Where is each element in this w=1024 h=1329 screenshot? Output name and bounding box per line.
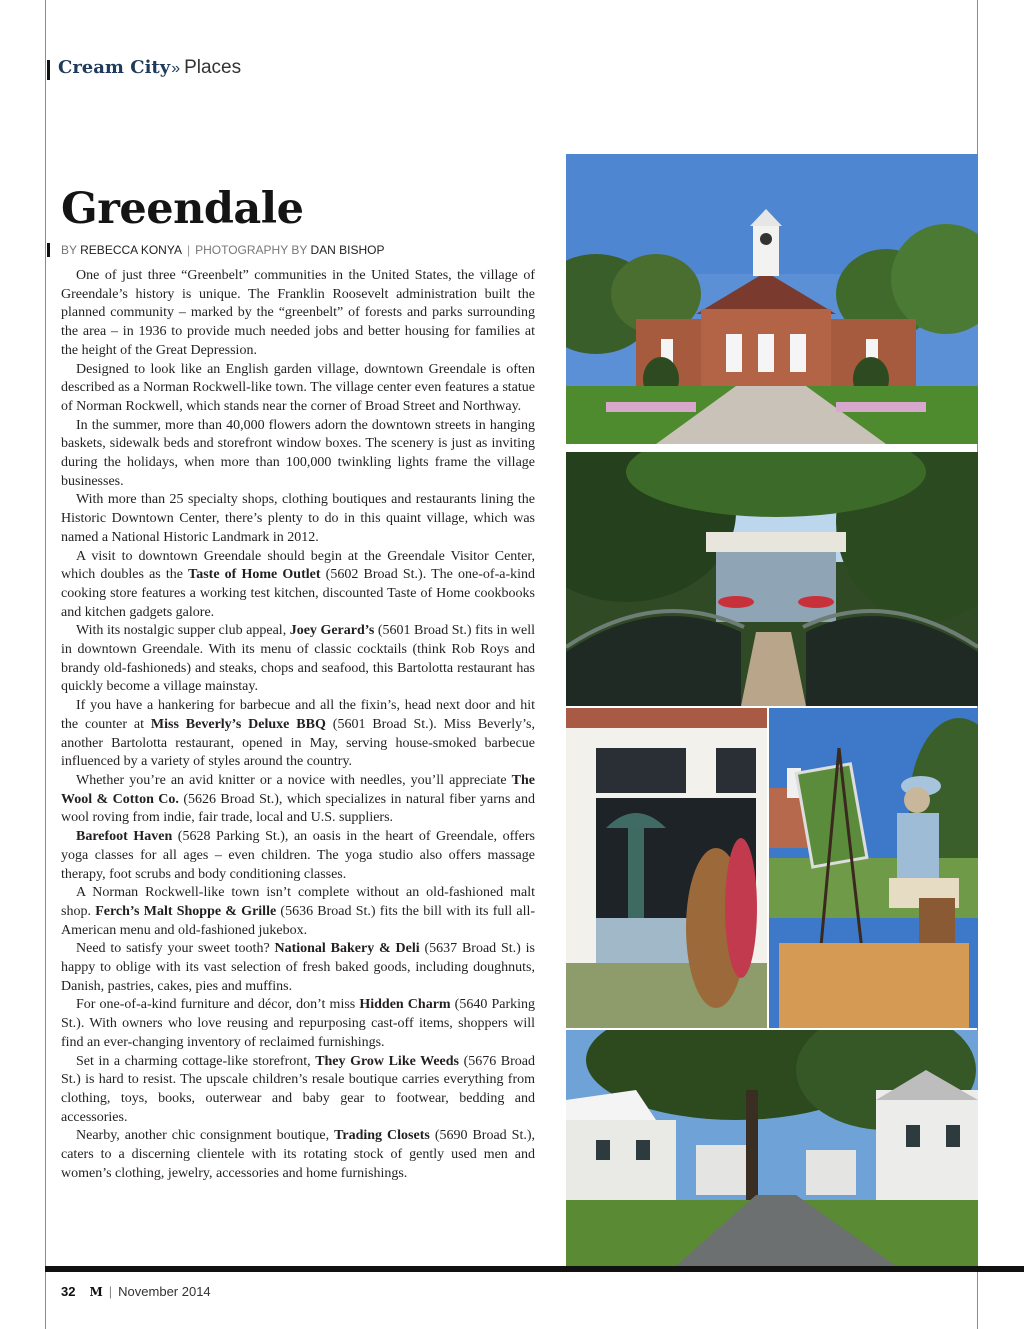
article-paragraph bbox=[61, 996, 535, 1052]
paragraph-text: For one-of-a-kind furniture and décor, don’t miss bbox=[76, 997, 360, 1013]
byline-author: REBECCA KONYA bbox=[80, 243, 182, 257]
photo-residential-street bbox=[566, 1030, 978, 1266]
article-title: Greendale bbox=[61, 184, 304, 234]
paragraph-text: If you have a hankering for barbecue and all the fixin’s, head next door and hit the counter at bbox=[61, 698, 535, 732]
paragraph-text: Nearby, another chic consignment boutique, bbox=[76, 1128, 335, 1144]
article-body bbox=[61, 267, 535, 1183]
paragraph-text: (5640 Parking St.). With owners who love reusing and repurposing cast-off items, shoppers will find an ever-changing inventory of reclaimed furnishings. bbox=[61, 997, 535, 1050]
paragraph-text: (5676 Broad St.) is hard to resist. The upscale children’s resale boutique carries everything from clothing, toys, books, outerwear and baby gear to footwear, bedding and accessories. bbox=[61, 1053, 535, 1125]
article-paragraph bbox=[61, 828, 535, 884]
business-name: National Bakery & Deli bbox=[274, 941, 420, 957]
business-name: Hidden Charm bbox=[359, 997, 451, 1013]
section-separator: » bbox=[171, 60, 181, 77]
magazine-logo: M bbox=[89, 1285, 103, 1299]
business-name: They Grow Like Weeds bbox=[315, 1053, 460, 1069]
section-brand: Cream City bbox=[58, 57, 171, 78]
paragraph-text: (5602 Broad St.). The one-of-a-kind cooking store features a working test kitchen, discounted Taste of Home cookbooks and kitchen gadgets galore. bbox=[61, 567, 535, 620]
photo-painter-statue bbox=[769, 708, 978, 1028]
paragraph-text: Designed to look like an English garden village, downtown Greendale is often described as a Norman Rockwell-like town. The village center even features a statue of Norman Rockwell, which stands near the corner of Broad Street and Northway. bbox=[61, 361, 535, 414]
byline-by-prefix: BY bbox=[61, 243, 77, 257]
paragraph-text: (5601 Broad St.). Miss Beverly’s, another Bartolotta restaurant, opened in May, serving house-smoked barbecue influenced by a variety of styles around the country. bbox=[61, 716, 536, 770]
byline bbox=[61, 242, 384, 258]
business-name: Trading Closets bbox=[334, 1128, 430, 1144]
article-paragraph bbox=[61, 697, 535, 772]
page-footer bbox=[61, 1284, 211, 1300]
photo-fountain bbox=[566, 708, 767, 1028]
issue-date: November 2014 bbox=[118, 1284, 211, 1299]
business-name: Joey Gerard’s bbox=[289, 623, 375, 639]
footer-separator: | bbox=[108, 1284, 113, 1299]
article-paragraph bbox=[61, 772, 535, 828]
paragraph-text: (5690 Broad St.), caters to a discerning clientele with its rotating stock of gently used men and women’s clothing, jewelry, accessories and home furnishings. bbox=[61, 1128, 536, 1181]
business-name: Barefoot Haven bbox=[76, 829, 173, 845]
business-name: Miss Beverly’s Deluxe BBQ bbox=[150, 716, 326, 732]
paragraph-text: Need to satisfy your sweet tooth? bbox=[76, 941, 275, 957]
article-paragraph bbox=[61, 548, 535, 623]
paragraph-text: (5626 Broad St.), which specializes in natural fiber yarns and wool roving from indie, fair trade, local and U.S. suppliers. bbox=[61, 791, 535, 826]
byline-separator: | bbox=[186, 243, 191, 257]
section-header bbox=[58, 56, 241, 81]
page-number: 32 bbox=[61, 1284, 76, 1299]
article-paragraph bbox=[61, 417, 535, 492]
section-category: Places bbox=[184, 57, 242, 78]
article-paragraph bbox=[61, 1127, 535, 1183]
article-paragraph bbox=[61, 884, 535, 940]
byline-marker-bar bbox=[47, 243, 50, 257]
paragraph-text: One of just three “Greenbelt” communities in the United States, the village of Greendale’s history is unique. The Franklin Roosevelt administration built the planned community – marked by the “greenbelt” of forests and parks surrounding the area – in 1936 to provide much needed jobs and better housing for families at the height of the Great Depression. bbox=[61, 268, 535, 358]
paragraph-text: A visit to downtown Greendale should begin at the Greendale Visitor Center, which doubles as the bbox=[61, 548, 535, 583]
article-paragraph bbox=[61, 491, 535, 547]
paragraph-text: With more than 25 specialty shops, clothing boutiques and restaurants lining the Historic Downtown Center, there’s plenty to do in this quaint village, which was named a National Historic Landmark in 2012. bbox=[61, 492, 535, 545]
paragraph-text: (5637 Broad St.) is happy to oblige with its vast selection of fresh baked goods, including doughnuts, Danish, pastries, cakes, pies and muffins. bbox=[61, 941, 535, 994]
byline-photo-prefix: PHOTOGRAPHY BY bbox=[195, 243, 308, 257]
paragraph-text: With its nostalgic supper club appeal, bbox=[76, 623, 290, 639]
photo-village-hall bbox=[566, 154, 978, 444]
footer-rule bbox=[45, 1266, 1024, 1272]
article-paragraph bbox=[61, 940, 535, 996]
paragraph-text: A Norman Rockwell-like town isn’t complete without an old-fashioned malt shop. bbox=[61, 885, 535, 919]
section-marker-bar bbox=[47, 60, 50, 80]
byline-photographer: DAN BISHOP bbox=[310, 243, 385, 257]
article-paragraph bbox=[61, 267, 535, 361]
paragraph-text: Set in a charming cottage-like storefront, bbox=[76, 1053, 316, 1069]
photo-footbridge bbox=[566, 452, 978, 706]
article-paragraph bbox=[61, 361, 535, 417]
paragraph-text: Whether you’re an avid knitter or a novice with needles, you’ll appreciate bbox=[76, 772, 512, 788]
paragraph-text: (5601 Broad St.) fits in well in downtown Greendale. With its menu of classic cocktails (think Rob Roys and brandy old-fashioneds) and steaks, chops and seafood, this Bartolotta restaurant has quickly become a village mainstay. bbox=[61, 623, 535, 695]
paragraph-text: (5636 Broad St.) fits the bill with its full all-American menu and old-fashioned jukebox. bbox=[61, 903, 536, 938]
paragraph-text: In the summer, more than 40,000 flowers adorn the downtown streets in hanging baskets, sidewalk beds and storefront window boxes. The scenery is just as inviting during the holidays, when more than 100,000 twinkling lights frame the village businesses. bbox=[61, 417, 535, 489]
article-paragraph bbox=[61, 1053, 535, 1128]
business-name: Taste of Home Outlet bbox=[188, 567, 321, 583]
business-name: Ferch’s Malt Shoppe & Grille bbox=[95, 903, 277, 919]
page-edge-left bbox=[45, 0, 46, 1329]
article-paragraph bbox=[61, 622, 535, 697]
paragraph-text: (5628 Parking St.), an oasis in the heart of Greendale, offers yoga classes for all ages – even children. The yoga studio also offers massage therapy, foot scrubs and body conditioning classes. bbox=[61, 829, 535, 882]
business-name: The Wool & Cotton Co. bbox=[61, 772, 535, 807]
